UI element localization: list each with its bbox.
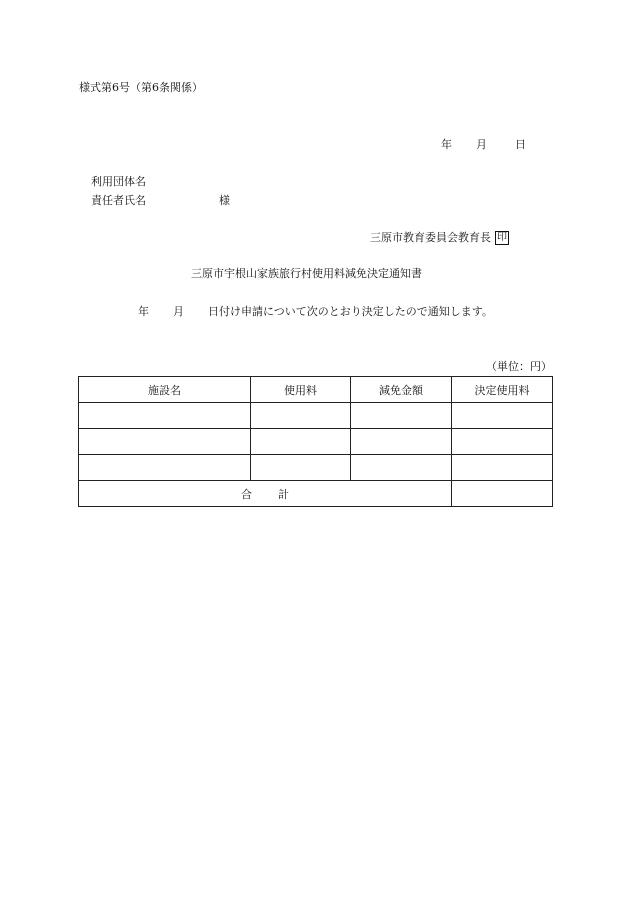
header-reduction: 減免金額 (351, 377, 452, 403)
header-fee: 使用料 (251, 377, 351, 403)
table-cell (79, 429, 251, 455)
form-number: 様式第6号（第6条関係） (79, 81, 203, 94)
table-cell (79, 403, 251, 429)
table-cell (452, 429, 553, 455)
date-day: 日 (515, 138, 526, 151)
total-value (452, 481, 553, 507)
table-cell (452, 403, 553, 429)
table-cell (79, 455, 251, 481)
fee-table (78, 376, 553, 507)
issuer (370, 231, 509, 245)
table-row (79, 429, 553, 455)
body-sentence: 日付け申請について次のとおり決定したので通知します。 (208, 305, 493, 318)
honorific: 様 (219, 194, 230, 207)
table-header-row (79, 377, 553, 403)
total-label-2: 計 (278, 487, 289, 501)
table-cell (251, 429, 351, 455)
date-month: 月 (476, 138, 487, 151)
group-name-label: 利用団体名 (91, 175, 146, 188)
table-cell (351, 429, 452, 455)
issuer-name: 三原市教育委員会教育長 (370, 231, 491, 244)
total-row (79, 481, 553, 507)
table-cell (452, 455, 553, 481)
total-label (79, 481, 452, 507)
table-cell (251, 455, 351, 481)
header-final-fee: 決定使用料 (452, 377, 553, 403)
table-cell (351, 403, 452, 429)
table-cell (351, 455, 452, 481)
body-year: 年 (138, 305, 149, 318)
body-text (138, 305, 493, 319)
date-line (441, 138, 526, 152)
responsible-name-label: 責任者氏名 (91, 194, 146, 207)
header-facility: 施設名 (79, 377, 251, 403)
date-year: 年 (441, 138, 452, 151)
unit-note: （単位：円） (486, 360, 552, 373)
table-cell (251, 403, 351, 429)
table-row (79, 455, 553, 481)
total-label-1: 合 (241, 487, 252, 501)
body-month: 月 (173, 305, 184, 318)
seal-mark: 印 (497, 232, 507, 243)
table-row (79, 403, 553, 429)
document-title: 三原市宇根山家族旅行村使用料減免決定通知書 (191, 267, 422, 280)
